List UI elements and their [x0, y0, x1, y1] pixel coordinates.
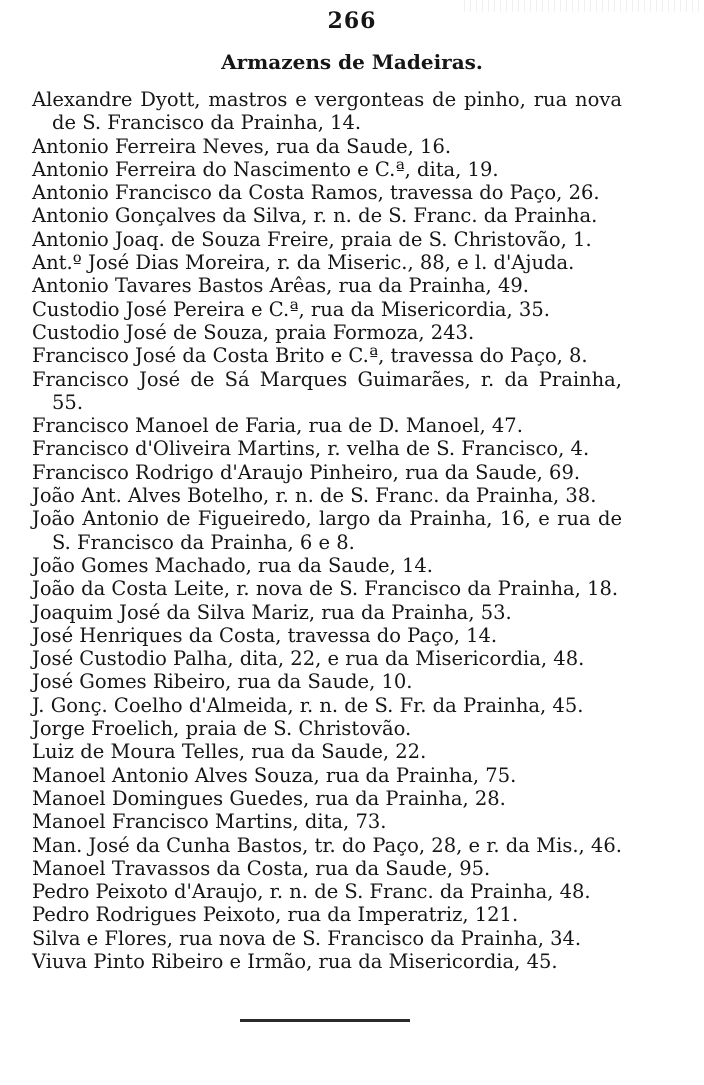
list-item: José Henriques da Costa, travessa do Paço, 14.	[32, 623, 498, 647]
list-item: Luiz de Moura Telles, rua da Saude, 22.	[32, 740, 427, 764]
list-item: Francisco d'Oliveira Martins, r. velha de S. Francisco, 4.	[32, 437, 590, 461]
closing-rule	[240, 1019, 410, 1022]
list-item: João da Costa Leite, r. nova de S. Francisco da Prainha, 18.	[32, 577, 619, 601]
section-title: Armazens de Madeiras.	[221, 50, 483, 74]
list-item: Antonio Gonçalves da Silva, r. n. de S. Franc. da Prainha.	[32, 204, 598, 228]
list-item: Francisco José de Sá Marques Guimarães, r. da Prainha, 55.	[32, 367, 622, 414]
list-item: Antonio Ferreira do Nascimento e C.ª, dita, 19.	[32, 157, 499, 181]
list-item: Antonio Francisco da Costa Ramos, travessa do Paço, 26.	[32, 181, 600, 205]
list-item: Antonio Joaq. de Souza Freire, praia de S. Christovão, 1.	[32, 227, 592, 251]
list-item: José Custodio Palha, dita, 22, e rua da Misericordia, 48.	[32, 647, 585, 671]
list-item: João Antonio de Figueiredo, largo da Prainha, 16, e rua de S. Francisco da Prainha, 6 e 8.	[32, 507, 622, 554]
directory-list	[32, 88, 622, 973]
list-item: Pedro Rodrigues Peixoto, rua da Imperatriz, 121.	[32, 903, 519, 927]
list-item: Antonio Ferreira Neves, rua da Saude, 16.	[32, 134, 452, 158]
list-item: Joaquim José da Silva Mariz, rua da Prainha, 53.	[32, 600, 512, 624]
list-item: Pedro Peixoto d'Araujo, r. n. de S. Franc. da Prainha, 48.	[32, 880, 591, 904]
list-item: Custodio José de Souza, praia Formoza, 243.	[32, 320, 475, 344]
list-item: J. Gonç. Coelho d'Almeida, r. n. de S. Fr. da Prainha, 45.	[32, 693, 584, 717]
list-item: Antonio Tavares Bastos Arêas, rua da Prainha, 49.	[32, 274, 529, 298]
list-item: Alexandre Dyott, mastros e vergonteas de pinho, rua nova de S. Francisco da Prainha, 14.	[32, 88, 622, 135]
list-item: João Ant. Alves Botelho, r. n. de S. Franc. da Prainha, 38.	[32, 484, 597, 508]
list-item: Viuva Pinto Ribeiro e Irmão, rua da Misericordia, 45.	[32, 949, 558, 973]
list-item: Francisco Manoel de Faria, rua de D. Manoel, 47.	[32, 414, 523, 438]
list-item: Man. José da Cunha Bastos, tr. do Paço, 28, e r. da Mis., 46.	[32, 833, 622, 857]
list-item: Custodio José Pereira e C.ª, rua da Misericordia, 35.	[32, 297, 550, 321]
list-item: Jorge Froelich, praia de S. Christovão.	[32, 717, 412, 741]
list-item: Francisco Rodrigo d'Araujo Pinheiro, rua da Saude, 69.	[32, 460, 581, 484]
list-item: Manoel Domingues Guedes, rua da Prainha, 28.	[32, 786, 506, 810]
list-item: Ant.º José Dias Moreira, r. da Miseric., 88, e l. d'Ajuda.	[32, 251, 575, 275]
list-item: Francisco José da Costa Brito e C.ª, travessa do Paço, 8.	[32, 344, 588, 368]
list-item: Manoel Travassos da Costa, rua da Saude, 95.	[32, 856, 491, 880]
list-item: João Gomes Machado, rua da Saude, 14.	[32, 553, 433, 577]
list-item: Manoel Antonio Alves Souza, rua da Prainha, 75.	[32, 763, 517, 787]
page-number: 266	[327, 8, 377, 34]
list-item: Manoel Francisco Martins, dita, 73.	[32, 810, 387, 834]
list-item: Silva e Flores, rua nova de S. Francisco da Prainha, 34.	[32, 926, 582, 950]
list-item: José Gomes Ribeiro, rua da Saude, 10.	[32, 670, 413, 694]
